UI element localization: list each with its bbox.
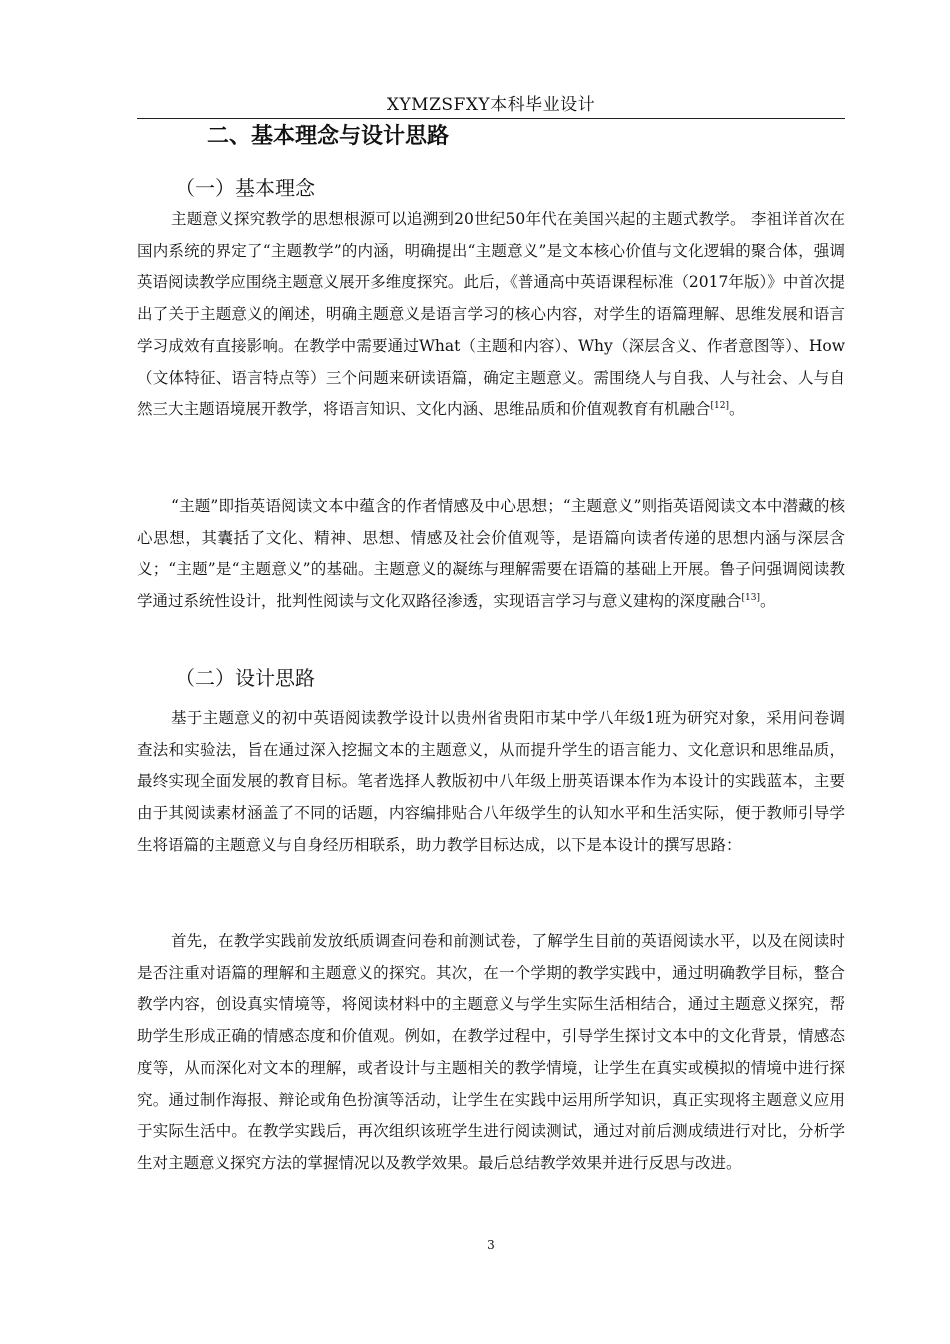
paragraph-basic-concept-2: [137, 491, 845, 618]
paragraph-text: 主题意义探究教学的思想根源可以追溯到20世纪50年代在美国兴起的主题式教学。 李祖详首次在国内系统的界定了“主题教学”的内涵，明确提出“主题意义”是文本核心价值与文化逻辑的聚合体，强调英语阅读教学应围绕主题意义展开多维度探究。此后，《普通高中英语课程标准（2017年版）》中首次提出了关于主题意义的阐述，明确主题意义是语言学习的核心内容，对学生的语篇理解、思维发展和语言学习成效有直接影响。在教学中需要通过What（主题和内容）、Why（深层含义、作者意图等）、How（文体特征、语言特点等）三个问题来研读语篇，确定主题意义。需围绕人与自我、人与社会、人与自然三大主题语境展开教学，将语言知识、文化内涵、思维品质和价值观教育有机融合: [137, 210, 845, 419]
header-rule: [137, 118, 845, 119]
page-number: 3: [487, 1238, 495, 1252]
paragraph-basic-concept-1: [137, 204, 845, 426]
subsection-heading-design-idea: （二）设计思路: [175, 666, 315, 690]
paragraph-design-idea-2: 首先，在教学实践前发放纸质调查问卷和前测试卷，了解学生目前的英语阅读水平，以及在阅读时是否注重对语篇的理解和主题意义的探究。其次，在一个学期的教学实践中，通过明确教学目标，整合教学内容，创设真实情境等，将阅读材料中的主题意义与学生实际生活相结合，通过主题意义探究，帮助学生形成正确的情感态度和价值观。例如，在教学过程中，引导学生探讨文本中的文化背景，情感态度等，从而深化对文本的理解，或者设计与主题相关的教学情境，让学生在真实或模拟的情境中进行探究。通过制作海报、辩论或角色扮演等活动，让学生在实践中运用所学知识，真正实现将主题意义应用于实际生活中。在教学实践后，再次组织该班学生进行阅读测试，通过对前后测成绩进行对比，分析学生对主题意义探究方法的掌握情况以及教学效果。最后总结教学效果并进行反思与改进。: [137, 932, 845, 1172]
section-heading: 二、基本理念与设计思路: [207, 124, 450, 149]
subsection-heading-basic-concept: （一）基本理念: [175, 176, 315, 200]
paragraph-design-idea-1: 基于主题意义的初中英语阅读教学设计以贵州省贵阳市某中学八年级1班为研究对象，采用问卷调查法和实验法，旨在通过深入挖掘文本的主题意义，从而提升学生的语言能力、文化意识和思维品质，最终实现全面发展的教育目标。笔者选择人教版初中八年级上册英语课本作为本设计的实践蓝本，主要由于其阅读素材涵盖了不同的话题，内容编排贴合八年级学生的认知水平和生活实际，便于教师引导学生将语篇的主题意义与自身经历相联系，助力教学目标达成，以下是本设计的撰写思路：: [137, 709, 845, 854]
citation-ref: [13]: [741, 593, 760, 604]
paragraph-text: “主题”即指英语阅读文本中蕴含的作者情感及中心思想；“主题意义”则指英语阅读文本中潜藏的核心思想，其囊括了文化、精神、思想、情感及社会价值观等，是语篇向读者传递的思想内涵与深层含义；“主题”是“主题意义”的基础。主题意义的凝练与理解需要在语篇的基础上开展。鲁子问强调阅读教学通过系统性设计，批判性阅读与文化双路径渗透，实现语言学习与意义建构的深度融合: [137, 497, 845, 611]
paragraph-end: 。: [760, 592, 776, 611]
citation-ref: [12]: [710, 401, 729, 412]
paragraph-end: 。: [729, 400, 745, 419]
page-header: XYMZSFXY本科毕业设计: [386, 95, 596, 115]
